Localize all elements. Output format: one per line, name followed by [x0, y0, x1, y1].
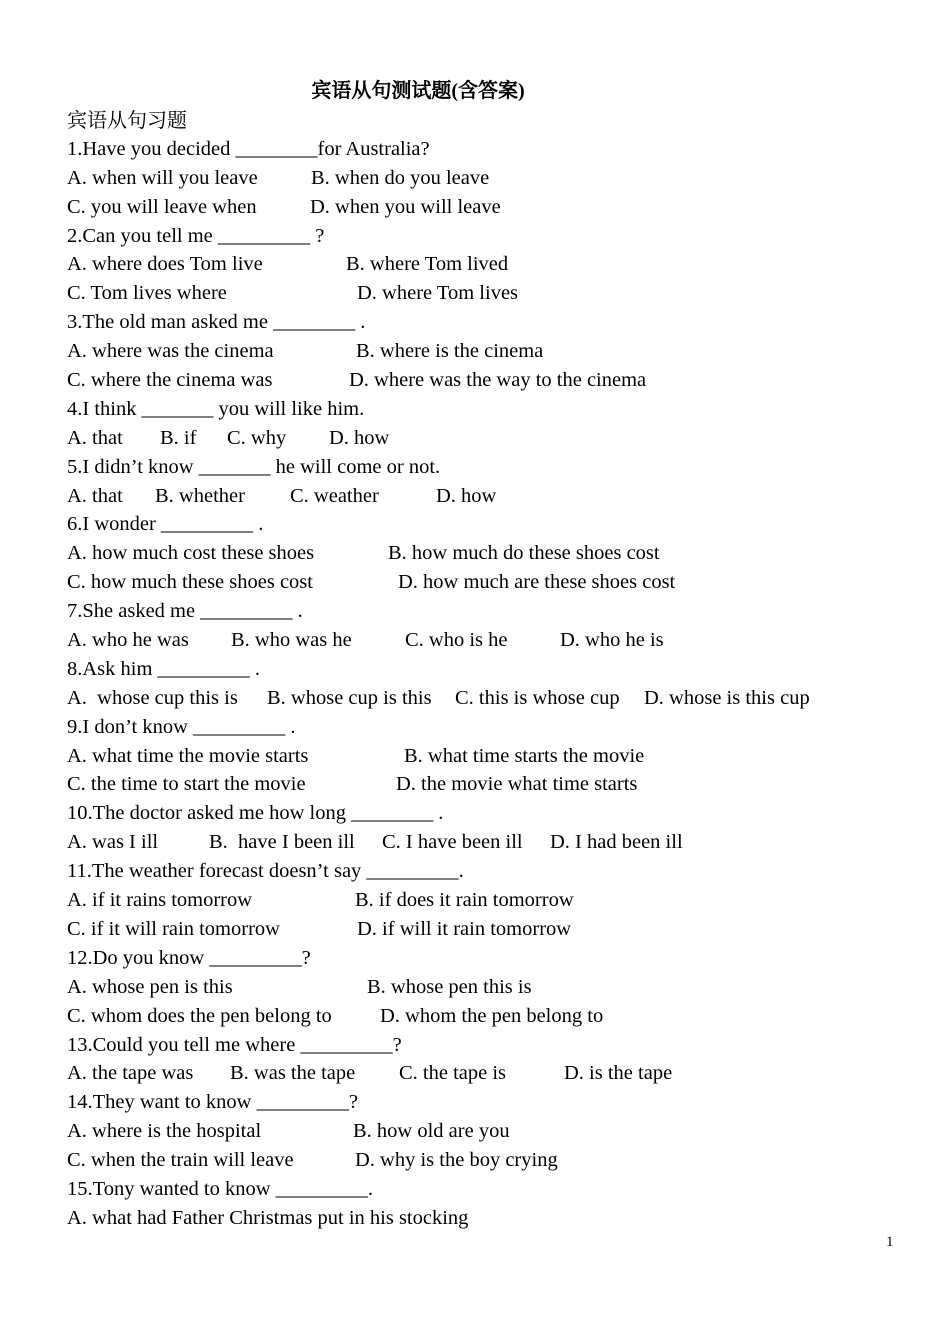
answer-option: C. Tom lives where — [67, 282, 227, 305]
answer-option: A. that — [67, 484, 123, 507]
option-row — [67, 742, 897, 771]
answer-option: A. how much cost these shoes — [67, 542, 315, 565]
answer-option: C. this is whose cup — [455, 686, 620, 709]
answer-option: C. whom does the pen belong to — [67, 1004, 332, 1027]
question-stem: 5.I didn’t know _______ he will come or not. — [67, 455, 441, 478]
answer-option: B. who was he — [231, 629, 352, 652]
answer-option: C. how much these shoes cost — [67, 571, 313, 594]
answer-option: D. who he is — [560, 629, 664, 652]
subtitle: 宾语从句习题 — [67, 108, 187, 132]
answer-option: C. I have been ill — [382, 831, 523, 854]
option-row — [67, 337, 897, 366]
question-stem: 15.Tony wanted to know _________. — [67, 1177, 374, 1200]
question-stem: 2.Can you tell me _________ ? — [67, 224, 325, 247]
answer-option: B. whose pen this is — [367, 975, 532, 998]
answer-option: A. where was the cinema — [67, 340, 274, 363]
question-stem: 8.Ask him _________ . — [67, 657, 261, 680]
option-row — [67, 539, 897, 568]
option-row — [67, 568, 897, 597]
answer-option: B. was the tape — [230, 1062, 356, 1085]
answer-option: B. if — [160, 426, 197, 449]
answer-option: A. who he was — [67, 629, 189, 652]
option-row — [67, 626, 897, 655]
option-row — [67, 973, 897, 1002]
option-row — [67, 684, 897, 713]
answer-option: A. whose cup this is — [67, 686, 238, 709]
answer-option: C. weather — [290, 484, 379, 507]
answer-option: D. the movie what time starts — [396, 773, 638, 796]
question-stem: 13.Could you tell me where _________? — [67, 1033, 402, 1056]
option-row — [67, 1117, 897, 1146]
answer-option: B. where is the cinema — [356, 340, 544, 363]
answer-option: A. what had Father Christmas put in his stocking — [67, 1206, 469, 1229]
answer-option: A. that — [67, 426, 123, 449]
answer-option: A. the tape was — [67, 1062, 194, 1085]
option-row — [67, 1059, 897, 1088]
option-row — [67, 828, 897, 857]
question-stem: 11.The weather forecast doesn’t say _________. — [67, 860, 464, 883]
option-row — [67, 1002, 897, 1031]
answer-option: D. why is the boy crying — [355, 1149, 558, 1172]
answer-option: A. when will you leave — [67, 166, 258, 189]
answer-option: B. where Tom lived — [346, 253, 509, 276]
question-stem: 9.I don’t know _________ . — [67, 715, 296, 738]
question-stem: 10.The doctor asked me how long ________ . — [67, 802, 444, 825]
page-title: 宾语从句测试题(含答案) — [311, 80, 525, 102]
question-stem: 6.I wonder _________ . — [67, 513, 264, 536]
option-row — [67, 915, 897, 944]
option-row — [67, 770, 897, 799]
answer-option: A. what time the movie starts — [67, 744, 309, 767]
answer-option: D. if will it rain tomorrow — [357, 917, 572, 940]
answer-option: D. how — [329, 426, 390, 449]
option-row — [67, 164, 897, 193]
answer-option: C. if it will rain tomorrow — [67, 917, 280, 940]
option-row — [67, 1146, 897, 1175]
answer-option: C. where the cinema was — [67, 369, 273, 392]
option-row — [67, 1204, 897, 1233]
answer-option: A. was I ill — [67, 831, 159, 854]
question-stem: 3.The old man asked me ________ . — [67, 311, 366, 334]
answer-option: D. is the tape — [564, 1062, 673, 1085]
answer-option: D. I had been ill — [550, 831, 683, 854]
answer-option: B. what time starts the movie — [404, 744, 645, 767]
answer-option: C. who is he — [405, 629, 508, 652]
option-row — [67, 366, 897, 395]
answer-option: C. you will leave when — [67, 195, 257, 218]
answer-option: C. the time to start the movie — [67, 773, 306, 796]
question-stem: 14.They want to know _________? — [67, 1091, 358, 1114]
answer-option: A. where is the hospital — [67, 1120, 262, 1143]
option-row — [67, 424, 897, 453]
option-row — [67, 193, 897, 222]
answer-option: B. whose cup is this — [267, 686, 432, 709]
answer-option: C. why — [227, 426, 287, 449]
answer-option: B. how much do these shoes cost — [388, 542, 660, 565]
answer-option: B. when do you leave — [311, 166, 490, 189]
question-list — [67, 106, 897, 1233]
answer-option: D. when you will leave — [310, 195, 501, 218]
answer-option: D. where Tom lives — [357, 282, 519, 305]
answer-option: A. where does Tom live — [67, 253, 263, 276]
answer-option: A. if it rains tomorrow — [67, 889, 253, 912]
answer-option: A. whose pen is this — [67, 975, 233, 998]
answer-option: C. when the train will leave — [67, 1149, 294, 1172]
answer-option: B. how old are you — [353, 1120, 510, 1143]
answer-option: C. the tape is — [399, 1062, 507, 1085]
question-stem: 12.Do you know _________? — [67, 946, 311, 969]
answer-option: D. how — [436, 484, 497, 507]
question-stem: 4.I think _______ you will like him. — [67, 397, 365, 420]
answer-option: D. how much are these shoes cost — [398, 571, 676, 594]
option-row — [67, 482, 897, 511]
option-row — [67, 250, 897, 279]
answer-option: D. where was the way to the cinema — [349, 369, 647, 392]
answer-option: D. whose is this cup — [644, 686, 810, 709]
question-stem: 7.She asked me _________ . — [67, 600, 303, 623]
answer-option: B. if does it rain tomorrow — [355, 889, 574, 912]
answer-option: B. have I been ill — [209, 831, 355, 854]
question-stem: 1.Have you decided ________for Australia? — [67, 137, 430, 160]
answer-option: D. whom the pen belong to — [380, 1004, 604, 1027]
option-row — [67, 886, 897, 915]
option-row — [67, 279, 897, 308]
page-number: 1 — [886, 1234, 894, 1250]
answer-option: B. whether — [155, 484, 245, 507]
